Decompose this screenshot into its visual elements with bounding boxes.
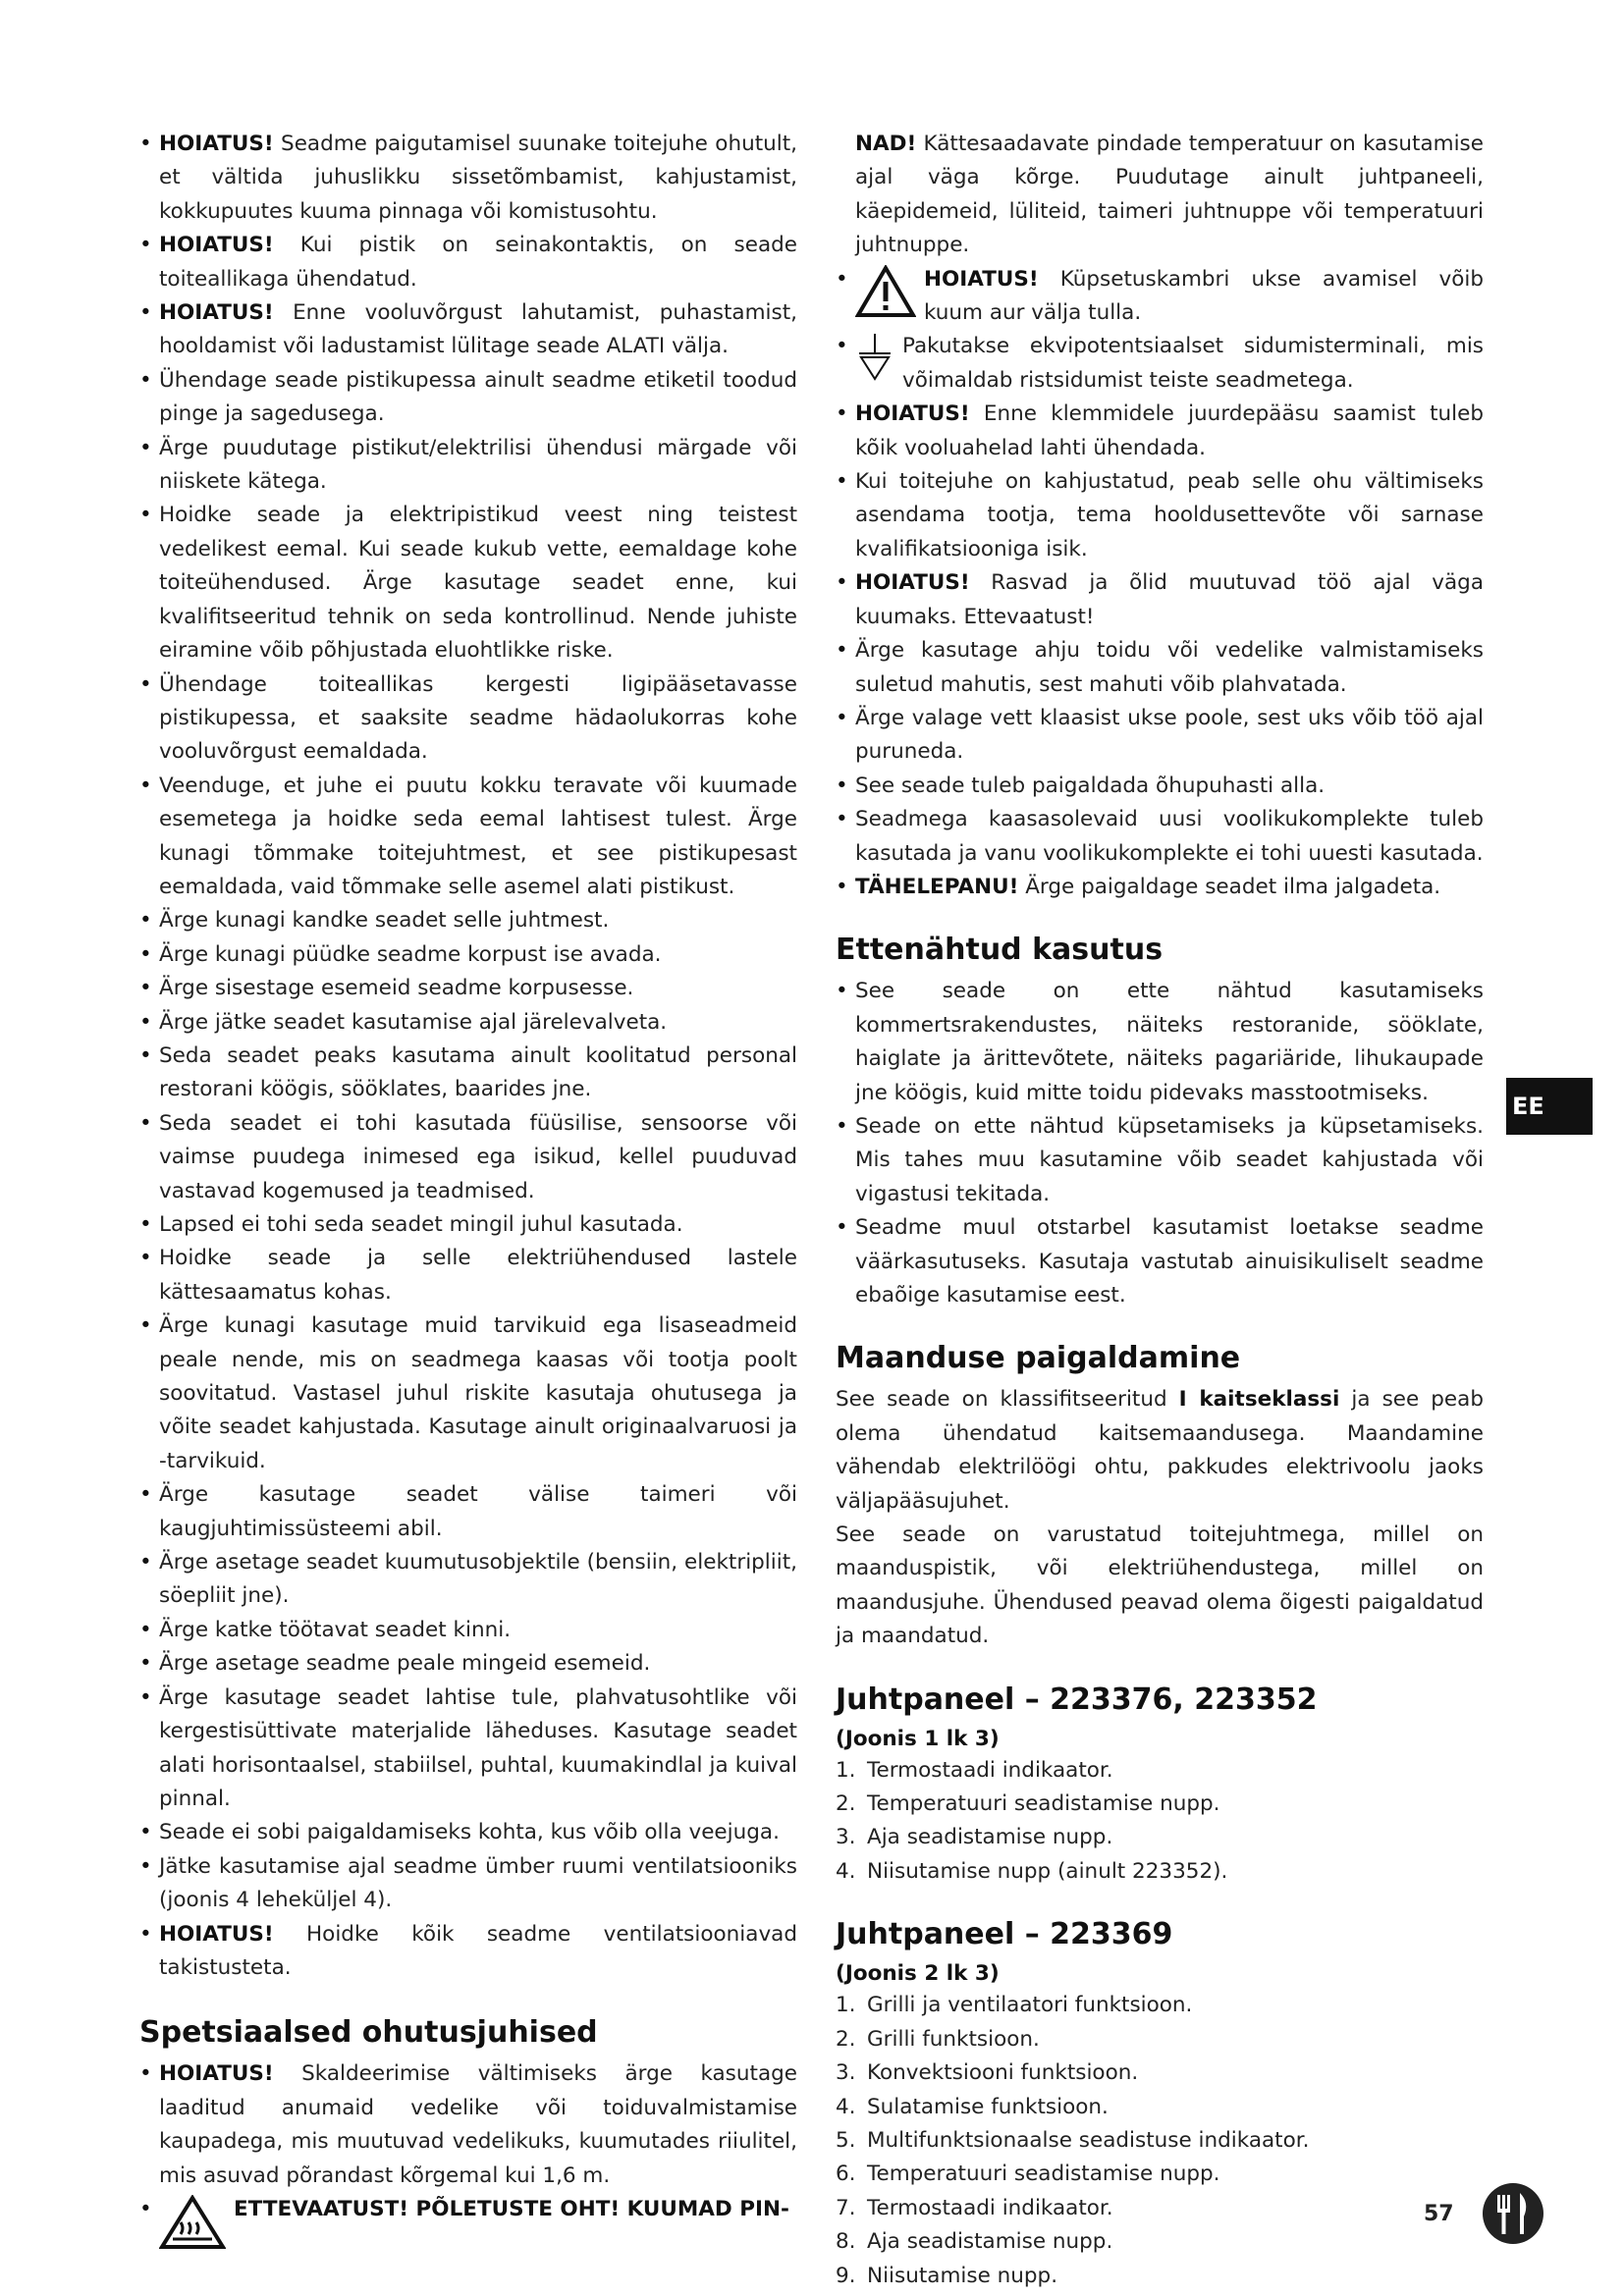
language-tab: EE xyxy=(1506,1078,1593,1135)
list-item: • HOIATUS! Rasvad ja õlid muutuvad töö ajal väga kuumaks. Ettevaatust! xyxy=(836,566,1484,634)
list-item: • HOIATUS! Enne vooluvõrgust lahutamist, puhastamist, hooldamist või ladustamist lülitage seade ALATI välja. xyxy=(139,296,797,364)
list-item: 2. Temperatuuri seadistamise nupp. xyxy=(836,1791,1220,1817)
list-item: • Hoidke seade ja elektripistikud veest ning teistest vedelikest eemal. Kui seade kukub vette, eemaldage kohe toiteühendused. Ärge kasutage seadet enne, kui kvalifitseeritud tehnik on seda kontrollinud. Nende juhiste eiramine võib põhjustada eluohtlikke riske. xyxy=(139,499,797,667)
list-item: • See seade on ette nähtud kasutamiseks kommertsrakendustes, näiteks restoranide, sööklate, haiglate ja ärittevõtete, näiteks pagariäride, lihukaupade jne köögis, kuid mitte toidu pidevaks masstootmiseks. xyxy=(836,975,1484,1110)
list-item: 3. Aja seadistamise nupp. xyxy=(836,1825,1113,1850)
earthing-paragraph-2: See seade on varustatud toitejuhtmega, millel on maanduspistik, või elektriühendustega, millel on maandusjuhe. Ühendused peavad olema õigesti paigaldatud ja maandatud. xyxy=(836,1522,1484,1649)
list-item: 1. Grilli ja ventilaatori funktsioon. xyxy=(836,1993,1193,2018)
page-number: 57 xyxy=(1424,2202,1454,2226)
list-item: • Ärge asetage seadet kuumutusobjektile (bensiin, elektripliit, söepliit jne). xyxy=(139,1546,797,1614)
list-item: • Ärge kasutage seadet välise taimeri või kaugjuhtimissüsteemi abil. xyxy=(139,1478,797,1546)
control-panel-1-list xyxy=(836,1754,1484,1890)
list-item: • Kui toitejuhe on kahjustatud, peab selle ohu vältimiseks asendama tootja, tema hooldusettevõte või sarnase kvalifikatsiooniga isik. xyxy=(836,465,1484,566)
control-panel-2-heading: Juhtpaneel – 223369 xyxy=(836,1917,1173,1952)
list-item: 9. Niisutamise nupp. xyxy=(836,2263,1058,2288)
control-panel-1-heading: Juhtpaneel – 223376, 223352 xyxy=(836,1682,1318,1717)
list-item: • Ärge kunagi kasutage muid tarvikuid ega lisaseadmeid peale nende, mis on seadmega kaasas või tootja poolt soovitatud. Vastasel juhul riskite kasutaja ohutusega ja võite seadet kahjustada. Kasutage ainult originaalvaruosi ja -tarvikuid. xyxy=(139,1309,797,1478)
list-item: • HOIATUS! Hoidke kõik seadme ventilatsiooniavad takistusteta. xyxy=(139,1918,797,1986)
list-item: • Seade ei sobi paigaldamiseks kohta, kus võib olla veejuga. xyxy=(139,1816,797,1849)
list-item: 3. Konvektsiooni funktsioon. xyxy=(836,2060,1139,2086)
list-item: 1. Termostaadi indikaator. xyxy=(836,1757,1113,1783)
list-item: • HOIATUS! Kui pistik on seinakontaktis, on seade toiteallikaga ühendatud. xyxy=(139,229,797,296)
list-item: 8. Aja seadistamise nupp. xyxy=(836,2229,1113,2255)
list-item: • Ärge jätke seadet kasutamise ajal järelevalveta. xyxy=(139,1006,797,1040)
list-item: • Ühendage seade pistikupessa ainult seadme etiketil toodud pinge ja sagedusega. xyxy=(139,364,797,432)
right-safety-list xyxy=(836,263,1484,905)
list-item: • Seda seadet ei tohi kasutada füüsilise, sensoorse või vaimse puudega inimesed ega isikud, kellel puuduvad vastavad kogemused ja teadmised. xyxy=(139,1107,797,1208)
control-panel-2-figure-ref: (Joonis 2 lk 3) xyxy=(836,1961,1000,1987)
list-item: • Ärge sisestage esemeid seadme korpusesse. xyxy=(139,972,797,1005)
safety-list xyxy=(139,128,797,1985)
list-item: • Hoidke seade ja selle elektriühendused lastele kättesaamatus kohas. xyxy=(139,1242,797,1309)
list-item: 7. Termostaadi indikaator. xyxy=(836,2195,1113,2220)
list-item: • Seadme muul otstarbel kasutamist loetakse seadme väärkasutuseks. Kasutaja vastutab ainuisikuliselt seadme ebaõige kasutamise eest. xyxy=(836,1211,1484,1312)
list-item: • See seade tuleb paigaldada õhupuhasti alla. xyxy=(836,770,1484,803)
list-item: 4. Niisutamise nupp (ainult 223352). xyxy=(836,1858,1228,1884)
list-item: • HOIATUS! Seadme paigutamisel suunake toitejuhe ohutult, et vältida juhuslikku sissetõmbamist, kahjustamist, kokkupuutes kuuma pinnaga või komistusohtu. xyxy=(139,128,797,229)
list-item: • Seda seadet peaks kasutama ainult koolitatud personal restorani köögis, sööklates, baarides jne. xyxy=(139,1040,797,1107)
control-panel-2-list xyxy=(836,1989,1484,2293)
list-item: • Ühendage toiteallikas kergesti ligipääsetavasse pistikupessa, et saaksite seadme hädaolukorras kohe vooluvõrgust eemaldada. xyxy=(139,668,797,770)
cutlery-logo-icon xyxy=(1481,2181,1545,2250)
list-item: • Ärge kunagi püüdke seadme korpust ise avada. xyxy=(139,938,797,972)
list-item: • Ärge kunagi kandke seadet selle juhtmest. xyxy=(139,904,797,937)
equipotential-icon xyxy=(855,332,894,398)
hot-surface-warning-icon xyxy=(159,2195,226,2261)
list-item: • TÄHELEPANU! Ärge paigaldage seadet ilma jalgadeta. xyxy=(836,871,1484,904)
list-item: • Jätke kasutamise ajal seadme ümber ruumi ventilatsiooniks (joonis 4 leheküljel 4). xyxy=(139,1850,797,1918)
list-item: 5. Multifunktsionaalse seadistuse indikaator. xyxy=(836,2127,1310,2153)
list-item: • ETTEVAATUST! PÕLETUSTE OHT! KUUMAD PIN- xyxy=(139,2193,797,2261)
list-item: • Veenduge, et juhe ei puutu kokku teravate või kuumade esemetega ja hoidke seda eemal lahtisest tulest. Ärge kunagi tõmmake toitejuhtmest, et see pistikupesast eemaldada, vaid tõmmake selle asemel alati pistikust. xyxy=(139,770,797,905)
list-item: 2. Grilli funktsioon. xyxy=(836,2026,1040,2052)
list-item: • Ärge puudutage pistikut/elektrilisi ühendusi märgade või niiskete kätega. xyxy=(139,432,797,500)
continued-paragraph: NAD! Kättesaadavate pindade temperatuur on kasutamise ajal väga kõrge. Puudutage ainult juhtpaneeli, käepidemeid, lüliteid, taimeri juhtnuppe või temperatuuri juhtnuppe. xyxy=(855,132,1484,258)
list-item: • Lapsed ei tohi seda seadet mingil juhul kasutada. xyxy=(139,1208,797,1242)
left-column xyxy=(139,128,797,2261)
intended-use-heading: Ettenähtud kasutus xyxy=(836,933,1164,968)
list-item: • HOIATUS! Skaldeerimise vältimiseks ärge kasutage laaditud anumaid vedelike või toiduvalmistamise kaupadega, mis muutuvad vedelikuks, kuumutades riiulitel, mis asuvad põrandast kõrgemal kui 1,6 m. xyxy=(139,2057,797,2193)
list-item: • Ärge katke töötavat seadet kinni. xyxy=(139,1614,797,1647)
control-panel-1-figure-ref: (Joonis 1 lk 3) xyxy=(836,1726,1000,1751)
list-item: • Ärge kasutage seadet lahtise tule, plahvatusohtlike või kergestisüttivate materjalide läheduses. Kasutage seadet alati horisontaalsel, stabiilsel, puhtal, kuumakindlal ja kuival pinnal. xyxy=(139,1682,797,1817)
list-item: • Ärge valage vett klaasist ukse poole, sest uks võib töö ajal puruneda. xyxy=(836,702,1484,770)
list-item: 4. Sulatamise funktsioon. xyxy=(836,2094,1109,2119)
right-column xyxy=(836,128,1484,2293)
earthing-paragraph-1: See seade on klassifitseeritud I kaitseklassi ja see peab olema ühendatud kaitsemaandusega. Maandamine vähendab elektrilöögi ohtu, pakkudes elektrivoolu jaoks väljapääsujuhet. xyxy=(836,1387,1484,1514)
special-safety-list xyxy=(139,2057,797,2261)
list-item: • Seade on ette nähtud küpsetamiseks ja küpsetamiseks. Mis tahes muu kasutamine võib seadet kahjustada või vigastusi tekitada. xyxy=(836,1110,1484,1211)
list-item: • HOIATUS! Küpsetuskambri ukse avamisel võib kuum aur välja tulla. xyxy=(836,263,1484,331)
list-item: • Ärge asetage seadme peale mingeid esemeid. xyxy=(139,1647,797,1681)
list-item: • HOIATUS! Enne klemmidele juurdepääsu saamist tuleb kõik vooluahelad lahti ühendada. xyxy=(836,398,1484,465)
list-item: 6. Temperatuuri seadistamise nupp. xyxy=(836,2162,1220,2187)
warning-triangle-icon xyxy=(855,265,916,331)
list-item: • Seadmega kaasasolevaid uusi voolikukomplekte tuleb kasutada ja vanu voolikukomplekte ei tohi uuesti kasutada. xyxy=(836,803,1484,871)
intended-use-list xyxy=(836,975,1484,1312)
list-item: • Pakutakse ekvipotentsiaalset sidumisterminali, mis võimaldab ristsidumist teiste seadmetega. xyxy=(836,330,1484,398)
earthing-heading: Maanduse paigaldamine xyxy=(836,1341,1241,1376)
special-safety-heading: Spetsiaalsed ohutusjuhised xyxy=(139,2015,598,2051)
list-item: • Ärge kasutage ahju toidu või vedelike valmistamiseks suletud mahutis, sest mahuti võib plahvatada. xyxy=(836,634,1484,702)
